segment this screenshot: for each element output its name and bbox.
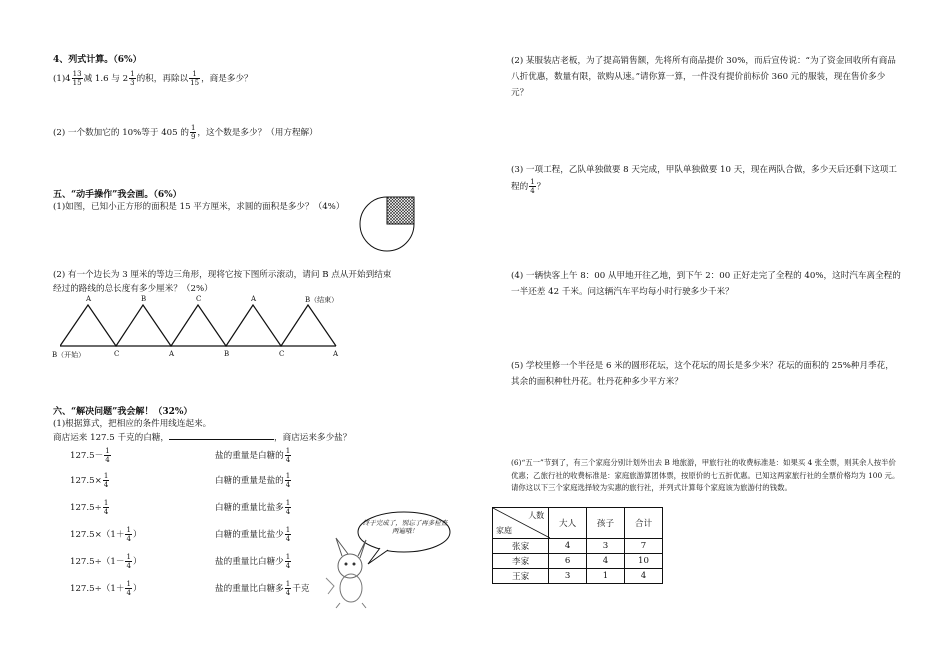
fraction: $\frac{1}{15}$ [190,70,200,87]
table-header-row [493,508,663,539]
fill-blank[interactable] [169,430,274,440]
triangle-top-label: A [251,295,257,303]
section4-title: 4、列式计算。（6%） [53,55,142,65]
total-cell: 4 [624,569,662,584]
expression-item[interactable]: 127.5× $\frac{1}{4}$ [70,472,109,489]
sec5-question-2-line1: (2) 有一个边长为 3 厘米的等边三角形，现将它按下图所示滚动，请问 B 点从开始到结束 [53,270,392,280]
q1-prefix: (1)4 [53,74,71,84]
prompt-pre: 商店运来 127.5 千克的白糖， [53,433,170,443]
sec6-intro: (1)根据算式，把相应的条件用线连起来。 [53,419,212,429]
triangle-top-label: B [141,295,147,303]
sec5-question-1: (1)如图，已知小正方形的面积是 15 平方厘米，求圆的面积是多少？（4%） [53,202,345,212]
triangle-bottom-label: B（开始） [52,351,86,359]
condition-item[interactable]: 白糖的重量是盐的 $\frac{1}{4}$ [215,472,291,489]
triangle-top-label: C [196,295,202,303]
fraction: $\frac{13}{15}$ [72,70,82,87]
rolling-triangles-figure [60,302,340,352]
condition-item[interactable]: 盐的重量比白糖多 $\frac{1}{4}$ 千克 [215,580,310,597]
condition-item[interactable]: 盐的重量比白糖少 $\frac{1}{4}$ [215,553,291,570]
question-4: (4) 一辆快客上午 8：00 从甲地开往乙地，到下午 2：00 正好走完了全程的 40%，这时汽车离全程的一半还差 42 千米。问这辆汽车平均每小时行驶多少千米？ [511,271,901,297]
q1-mid2: 的积，再除以 [136,74,189,84]
total-cell: 10 [624,554,662,569]
table-corner-cell [493,508,549,539]
triangle-bottom-label: A [169,350,175,358]
expression-item[interactable]: 127.5－ $\frac{1}{4}$ [70,447,110,464]
q1-suffix: ，商是多少？ [201,74,253,84]
corner-top-label: 人数 [528,511,545,520]
triangle-bottom-label: B [224,350,230,358]
family-name-cell: 王家 [493,569,549,584]
column-header: 合计 [624,508,662,539]
question-6: (6)“五一”节到了，有三个家庭分别计划外出去 B 地旅游，甲旅行社的收费标准是：如果买 4 张全票，则其余人按半价优惠；乙旅行社的收费标准是：家庭旅游算团体票，按原价的七五折优惠。已知这两家旅行社的全票价格均为 100 元。请你这以下三个家庭选择较为实惠的旅行社，并列式计算每个家庭该为旅游付的钱数。 [511,458,900,492]
children-cell: 3 [587,539,625,554]
children-cell: 1 [587,569,625,584]
adults-cell: 6 [549,554,587,569]
table-row [493,539,663,554]
adults-cell: 3 [549,569,587,584]
children-cell: 4 [587,554,625,569]
sec4-question-2 [53,124,318,141]
triangle-bottom-label: C [279,350,285,358]
sec5-question-2-line2: 经过的路线的总长度有多少厘米？（2%） [53,284,213,294]
fraction: $\frac{1}{4}$ [530,178,535,195]
adults-cell: 4 [549,539,587,554]
q2-prefix: (2) 一个数加它的 10%等于 405 的 [53,128,189,138]
column-header: 孩子 [587,508,625,539]
sec4-question-1 [53,70,253,87]
triangle-top-label: A [86,295,92,303]
sec6-prompt [53,430,351,446]
column-header: 大人 [549,508,587,539]
expression-item[interactable]: 127.5×（1＋ $\frac{1}{4}$ ） [70,526,142,543]
condition-item[interactable]: 盐的重量是白糖的 $\frac{1}{4}$ [215,447,291,464]
triangle-bottom-label: A [333,350,339,358]
total-cell: 7 [624,539,662,554]
triangle-bottom-label: C [114,350,120,358]
corner-bottom-label: 家庭 [496,526,512,535]
fraction: $\frac{1}{9}$ [190,124,196,141]
prompt-post: ，商店运来多少盐？ [274,433,352,443]
table-row [493,569,663,584]
family-table [492,507,663,584]
triangle-top-label: B（结束） [305,296,339,304]
condition-item[interactable]: 白糖的重量比盐少 $\frac{1}{4}$ [215,526,291,543]
question-2: (2) 某服装店老板，为了提高销售额，先将所有商品提价 30%，而后宣传说：“为了资金回收所有商品八折优惠，数量有限，欲购从速。”请你算一算，一件没有提价前标价 360 元的服装，现在售价多少元？ [511,56,896,98]
question-3: (3) 一项工程，乙队单独做要 8 天完成，甲队单独做要 10 天，现在两队合做，多少天后还剩下这项工程的 $\frac{1}{4}$ ？ [511,165,897,195]
question-5: (5) 学校里修一个半径是 6 米的圆形花坛，这个花坛的周长是多少米？花坛的面积的 25%种月季花，其余的面积种牡丹花。牡丹花种多少平方米？ [511,361,894,387]
expression-item[interactable]: 127.5÷（1－ $\frac{1}{4}$ ） [70,553,142,570]
table-row [493,554,663,569]
condition-item[interactable]: 白糖的重量比盐多 $\frac{1}{4}$ [215,499,291,516]
circle-square-figure [355,195,445,257]
family-name-cell: 张家 [493,539,549,554]
expression-item[interactable]: 127.5÷（1＋ $\frac{1}{4}$ ） [70,580,142,597]
q2-suffix: ，这个数是多少？（用方程解） [197,128,318,138]
fraction: $\frac{1}{3}$ [130,70,135,87]
q1-mid1: 减 1.6 与 2 [83,74,129,84]
expression-item[interactable]: 127.5÷ $\frac{1}{4}$ [70,499,109,516]
section5-title: 五、“动手操作”我会画。（6%） [53,190,182,200]
family-name-cell: 李家 [493,554,549,569]
section6-title: 六、“解决问题”我会解！（32%） [53,407,193,417]
speech-bubble-text: 终于完成了，别忘了再多检查两遍哦！ [362,519,448,535]
